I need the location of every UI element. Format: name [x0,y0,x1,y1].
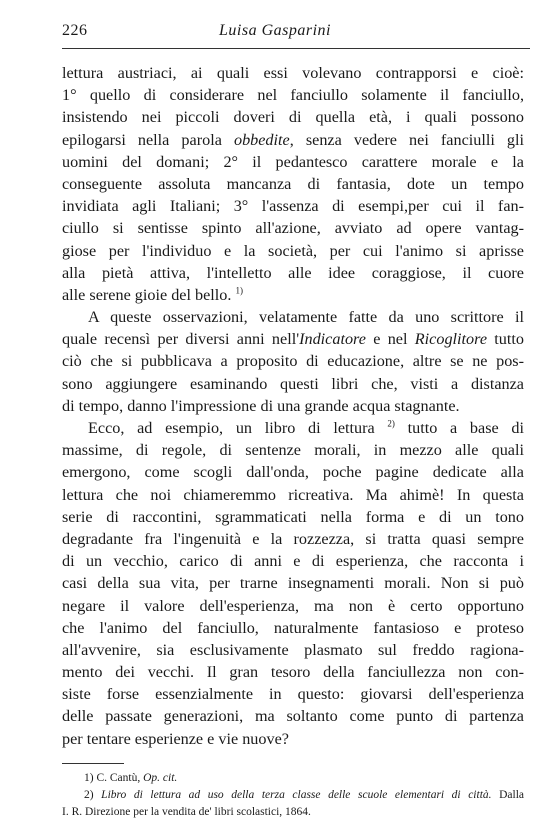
text-line: quale recensì per diversi anni nell'Indicatore e nel Ricoglitore tutto [62,330,524,349]
footnote-rule [62,763,124,764]
text-line: A queste osservazioni, velatamente fatte da uno scrittore il [88,308,524,327]
journal-title-indicatore: Indicatore [299,330,366,349]
text-line: delle passate generazioni, ma soltanto come punto di partenza [62,707,524,726]
text-line: massime, di regole, di sentenze morali, in mezzo alle quali [62,441,524,460]
footnote-2-continuation: I. R. Direzione per la vendita de' libri scolastici, 1864. [62,806,311,818]
text-line: negare il valore dell'esperienza, ma non è certo opportuno [62,596,524,615]
text-line: casi della sua vita, per trarne insegnamenti morali. Non si può [62,574,524,593]
text-line: emergono, come scogli dall'onda, poche pagine dedicate alla [62,463,524,482]
footnote-ref-2: 2) [387,418,395,429]
text-line: degradante fra l'ingenuità e la rozzezza, si tratta quasi sempre [62,529,524,548]
text-line: per tentare esperienze e vie nuove? [62,729,289,748]
text-line: ciullo si sentisse spinto all'azione, avviato ad opere vantag- [62,219,524,238]
footnote-ref-1: 1) [235,285,243,296]
footnote-1: 1) C. Cantù, Op. cit. [84,772,178,784]
header-rule [62,48,530,49]
text-line: alle serene gioie del bello. $^{1)}$ [62,285,243,304]
text-line: che l'animo del fanciullo, naturalmente fantasioso e proteso [62,618,524,637]
text-line: di tempo, danno l'impressione di una grande acqua stagnante. [62,396,460,415]
text-line: sono aggiungere esaminando questi libri che, visti a distanza [62,374,524,393]
journal-title-ricoglitore: Ricoglitore [414,330,488,349]
text-line: giose per l'individuo e la società, per cui l'animo si aprisse [62,241,524,260]
text-line: siste forse essenzialmente in questo: giovarsi dell'esperienza [62,685,524,704]
emphasis: obbedite [233,130,290,149]
text-line: lettura austriaci, ai quali essi volevano contrapporsi e cioè: [62,64,524,82]
text-line: epilogarsi nella parola obbedite, senza vedere nei fanciulli gli [62,130,524,149]
text-line: lettura che noi chiameremmo ricreativa. Ma ahimè! In questa [62,485,524,504]
text-line: ciò che si pubblicava a proposito di educazione, altre se ne pos- [62,352,524,371]
text-line: mento dei vecchi. Il gran tesoro della fanciullezza non con- [62,663,524,682]
text-line: 1° quello di considerare nel fanciullo solamente il fanciullo, [62,86,524,105]
text-line: serie di raccontini, sgrammaticati nella forma e di un tono [62,507,524,526]
text-line: uomini del domani; 2° il pedantesco carattere morale e la [62,152,524,171]
footnote-2: 2) Libro di lettura ad uso della terza classe delle scuole elementari di città. Dalla [84,789,525,801]
text-line: invidiata agli Italiani; 3° l'assenza di esempi,per cui il fan- [62,197,524,216]
running-title: Luisa Gasparini [219,22,331,39]
text-line: conseguente assoluta mancanza di fantasia, dote un tempo [62,174,524,193]
footnotes [62,770,524,821]
text-line: Ecco, ad esempio, un libro di lettura $^{2)}$ tutto a base di [88,418,524,437]
text-line: alla pietà attiva, l'intelletto alle idee coraggiose, il cuore [62,263,524,282]
text-line: di un vecchio, carico di anni e di esperienza, che racconta i [62,552,524,571]
text-line: all'avvenire, sia esclusivamente plasmato sul freddo ragiona- [62,640,524,659]
body-text [62,62,524,750]
text-line: insistendo nei piccoli doveri di quella età, i quali possono [62,108,524,127]
page-number: 226 [62,22,88,39]
